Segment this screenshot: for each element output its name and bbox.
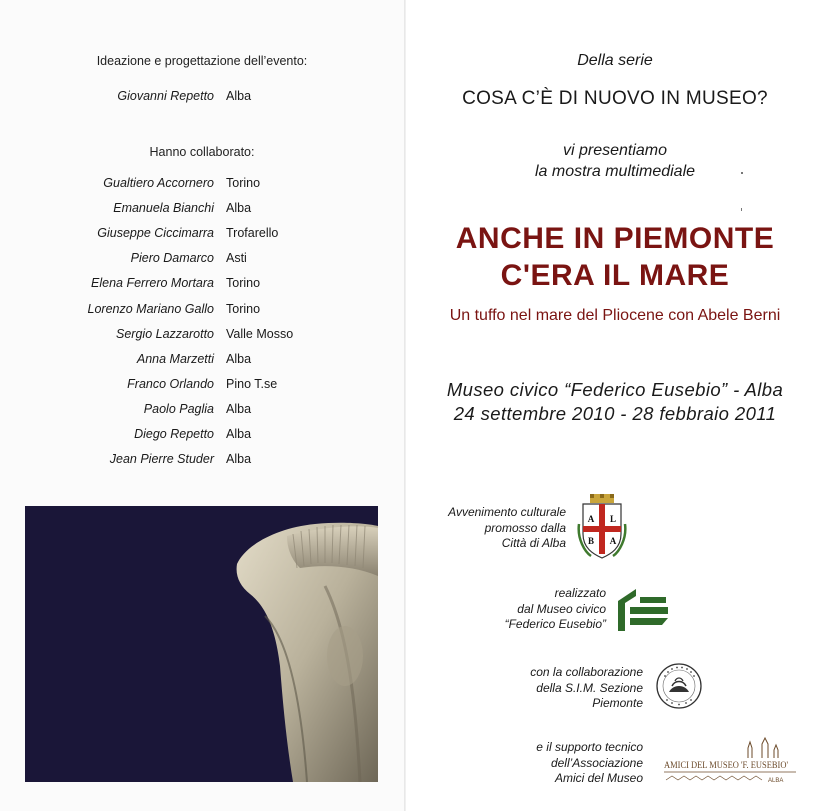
collaborator-place: Alba [226, 427, 252, 441]
fossil-shell-image [25, 506, 378, 782]
svg-text:A: A [609, 536, 617, 546]
svg-text:L: L [609, 514, 617, 524]
alba-crest-logo [577, 494, 627, 567]
speck [741, 172, 743, 174]
collaborator-name: Diego Repetto [134, 427, 214, 441]
amici-museo-logo [662, 736, 798, 791]
svg-text:A: A [587, 514, 595, 524]
ideazione-heading: Ideazione e progettazione dell’evento: [96, 54, 308, 68]
collaborator-place: Pino T.se [226, 377, 278, 391]
svg-text:B: B [587, 536, 595, 546]
collaborator-name: Lorenzo Mariano Gallo [87, 302, 214, 316]
amici-logo-small-text: ALBA [768, 778, 784, 784]
collaborator-name: Jean Pierre Studer [109, 452, 214, 466]
sponsor-city-text [448, 505, 566, 552]
sponsor-line: Avvenimento culturale [448, 505, 566, 519]
sponsor-line: Città di Alba [501, 536, 566, 550]
sponsor-line: “Federico Eusebio” [504, 617, 606, 631]
collaborator-row [0, 427, 404, 445]
title-line: C'ERA IL MARE [500, 259, 730, 292]
venue-line: Museo civico “Federico Eusebio” - Alba [446, 379, 784, 400]
title-line: ANCHE IN PIEMONTE [455, 222, 775, 255]
collaborator-row [0, 276, 404, 294]
intro-text [410, 140, 820, 182]
ideazione-row [0, 89, 404, 107]
sponsor-line: e il supporto tecnico [536, 740, 643, 754]
collaborator-place: Alba [226, 452, 252, 466]
collaborator-name: Elena Ferrero Mortara [91, 276, 214, 290]
collaborator-place: Torino [226, 276, 261, 290]
collaborator-name: Sergio Lazzarotto [116, 327, 214, 341]
credit-place: Alba [226, 89, 252, 103]
sponsor-line: della S.I.M. Sezione [536, 680, 643, 695]
collaborator-name: Piero Damarco [130, 251, 214, 265]
exhibition-title [410, 220, 820, 294]
collaborator-row [0, 201, 404, 219]
sponsor-line: dell’Associazione [550, 755, 643, 770]
collaborator-name: Franco Orlando [127, 377, 214, 391]
credit-name: Giovanni Repetto [117, 89, 214, 103]
collaborator-row [0, 402, 404, 420]
venue-line: 24 settembre 2010 - 28 febbraio 2011 [453, 403, 777, 424]
sim-logo [655, 662, 703, 715]
sponsor-amici-text [536, 740, 643, 787]
sponsor-museum-text [505, 586, 606, 633]
collaborator-place: Alba [226, 201, 252, 215]
series-title: COSA C’È DI NUOVO IN MUSEO? [462, 88, 768, 109]
collaborator-place: Trofarello [226, 226, 279, 240]
collaborator-row [0, 452, 404, 470]
collaborator-place: Torino [226, 176, 261, 190]
collaborator-row [0, 377, 404, 395]
collaborator-name: Anna Marzetti [136, 352, 214, 366]
exhibition-subtitle: Un tuffo nel mare del Pliocene con Abele Berni [449, 307, 781, 324]
intro-line: vi presentiamo [562, 142, 668, 159]
sponsor-line: dal Museo civico [517, 601, 606, 616]
collaborator-name: Gualtiero Accornero [103, 176, 214, 190]
speck [741, 208, 742, 211]
sponsor-line: Amici del Museo [554, 771, 643, 785]
sponsor-line: Piemonte [592, 696, 643, 710]
collab-heading: Hanno collaborato: [149, 145, 255, 159]
collaborator-place: Asti [226, 251, 247, 265]
sponsor-line: realizzato [554, 586, 606, 600]
collaborator-row [0, 302, 404, 320]
collaborator-row [0, 251, 404, 269]
collaborator-place: Alba [226, 402, 252, 416]
collaborator-name: Emanuela Bianchi [113, 201, 214, 215]
fossil-photo [25, 506, 378, 782]
collaborator-row [0, 226, 404, 244]
amici-logo-text: AMICI DEL MUSEO 'F. EUSEBIO' [664, 761, 789, 771]
collaborator-place: Valle Mosso [226, 327, 294, 341]
collaborator-place: Torino [226, 302, 261, 316]
museum-logo [616, 587, 670, 640]
collaborator-name: Paolo Paglia [143, 402, 214, 416]
venue-info [410, 378, 820, 426]
collaborator-place: Alba [226, 352, 252, 366]
collaborator-row [0, 352, 404, 370]
fold-line [404, 0, 406, 811]
collaborator-row [0, 327, 404, 345]
sponsor-line: promosso dalla [484, 520, 566, 535]
sponsor-line: con la collaborazione [530, 665, 643, 679]
sponsor-sim-text [530, 665, 643, 712]
collaborator-name: Giuseppe Ciccimarra [97, 226, 214, 240]
intro-line: la mostra multimediale [534, 163, 696, 180]
collaborator-row [0, 176, 404, 194]
series-label: Della serie [577, 52, 653, 69]
